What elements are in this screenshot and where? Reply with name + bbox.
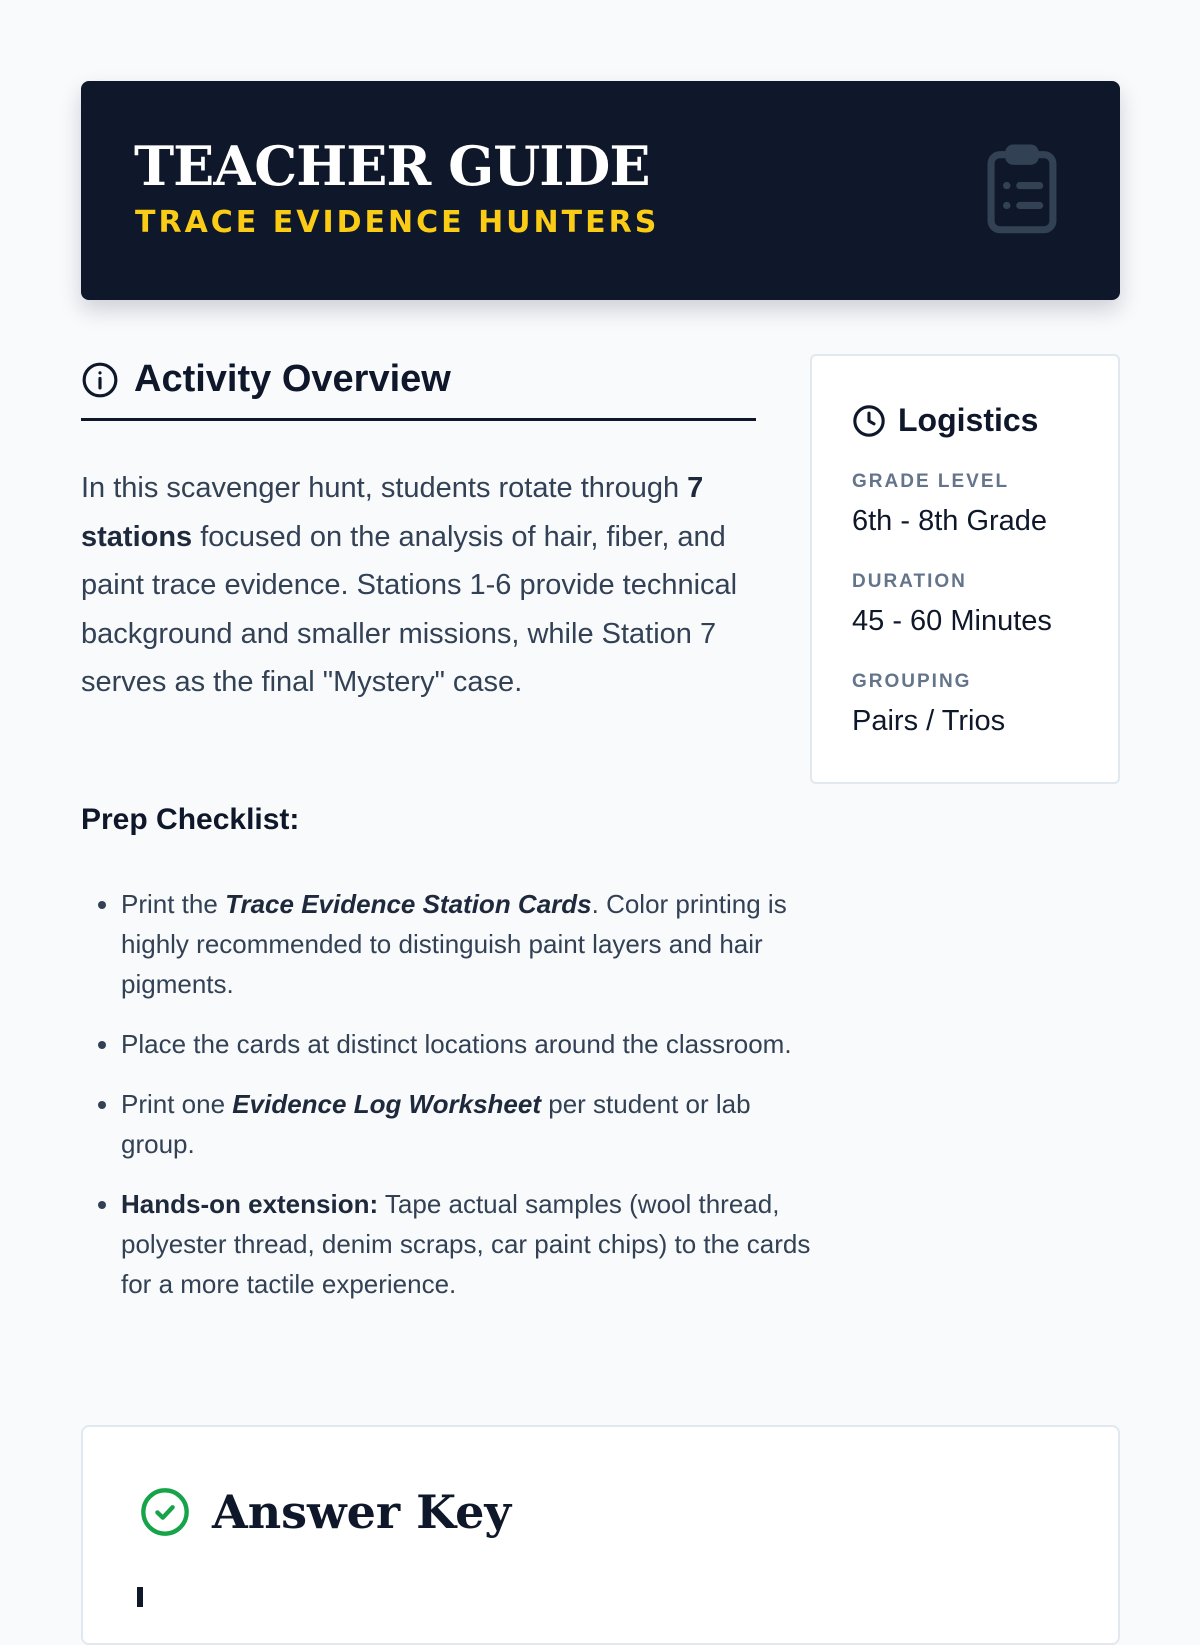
logistics-card [810,354,1120,784]
prep-item-text: Tape actual samples (wool thread, polyester thread, denim scraps, car paint chips) to the cards for a more tactile experience. [121,1189,811,1299]
prep-checklist [81,884,811,1324]
prep-item-text: Print the [121,889,226,919]
prep-item [121,1024,811,1064]
prep-item [121,884,811,1004]
prep-item-emphasis: Evidence Log Worksheet [232,1089,542,1119]
intro-text-start: In this scavenger hunt, students rotate through [81,472,688,504]
check-circle-icon [139,1486,191,1538]
grouping-value: Pairs / Trios [852,705,1006,737]
intro-stations-count: 7 stations [81,472,704,553]
answer-key-next-line-fragment [137,1587,143,1607]
intro-text-end: focused on the analysis of hair, fiber, and paint trace evidence. Stations 1-6 provide technical background and smaller missions, while Station 7 serves as the final "Mystery" case. [81,520,738,698]
page-title: TEACHER GUIDE [134,134,650,198]
grade-level-value: 6th - 8th Grade [852,505,1048,537]
clock-icon [852,404,886,438]
prep-item-text: Print one [121,1089,233,1119]
prep-item-strong: Hands-on extension: [121,1189,379,1219]
grade-level-label: GRADE LEVEL [852,471,1010,492]
prep-checklist-title: Prep Checklist: [81,803,300,836]
clipboard-list-icon [969,137,1075,243]
answer-key-title: Answer Key [212,1485,512,1539]
duration-value: 45 - 60 Minutes [852,605,1052,637]
guide-header [81,81,1120,300]
page-subtitle: TRACE EVIDENCE HUNTERS [135,205,660,240]
info-circle-icon [81,361,119,399]
overview-intro [81,464,761,707]
prep-item [121,1084,811,1164]
prep-item-text: per student or lab group. [121,1089,751,1159]
answer-key-card [81,1425,1120,1645]
overview-title: Activity Overview [134,358,451,400]
overview-heading [81,355,756,421]
duration-label: DURATION [852,571,967,592]
prep-item [121,1184,811,1304]
grouping-label: GROUPING [852,671,972,692]
prep-item-emphasis: Trace Evidence Station Cards [225,889,592,919]
logistics-title: Logistics [898,402,1039,438]
prep-item-text: . Color printing is highly recommended to distinguish paint layers and hair pigments. [121,889,787,999]
prep-item-text: Place the cards at distinct locations around the classroom. [121,1029,792,1059]
